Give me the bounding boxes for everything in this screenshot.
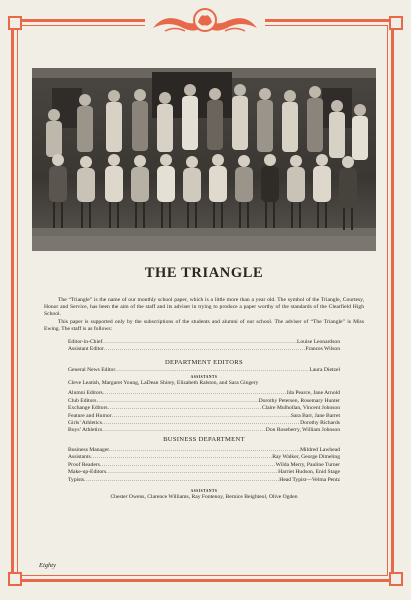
staff-role: Club Editors (68, 397, 97, 404)
page-number: Eighty (39, 562, 56, 569)
staff-row (32, 390, 376, 397)
staff-row (32, 427, 376, 434)
department-editors-heading: DEPARTMENT EDITORS (165, 358, 243, 366)
staff-names: Wilda Merry, Pauline Turner (275, 461, 340, 468)
staff-names: Claire Mulhollan, Vincent Johnson (261, 405, 340, 412)
staff-role: Proof Readers (68, 461, 100, 468)
border-corner-ornament (389, 572, 403, 586)
staff-names: Sara Barr, Jane Barret (290, 412, 340, 419)
intro-paragraph: The “Triangle” is the name of our monthly school paper, which is a little more than a year old. The symbol of the Triangle, Courtesy, Honor and Service, has been the aim of the staff and its adviser in trying to produce a paper worthy of the standards of the Clearfield High School. (44, 297, 364, 318)
leader-dots (108, 405, 262, 412)
crest-ornament-icon (145, 4, 265, 38)
staff-row (32, 413, 376, 420)
staff-row (32, 454, 376, 461)
border-corner-ornament (8, 16, 22, 30)
staff-names: Head Typist—Velma Pentz (279, 476, 340, 483)
intro-paragraphs (32, 297, 376, 333)
business-department-heading: BUSINESS DEPARTMENT (163, 435, 245, 443)
staff-role: General News Editor (68, 366, 116, 373)
assistants-label: ASSISTANTS (190, 488, 218, 493)
staff-role: Business Manager (68, 446, 110, 453)
staff-names: Ida Pearce, Jane Arnold (286, 390, 340, 397)
staff-role: Assistant Editor (68, 346, 104, 353)
staff-role: Exchange Editors (68, 405, 108, 412)
leader-dots (104, 346, 305, 353)
staff-names: Laura Dietzel (309, 366, 340, 373)
staff-role: Typists (68, 476, 85, 483)
leader-dots (102, 427, 266, 434)
staff-names: Don Roseberry, William Johnson (265, 427, 340, 434)
leader-dots (91, 454, 273, 461)
intro-paragraph: This paper is supported only by the subscriptions of the students and alumni of our school. The adviser of “The Triangle” is Miss Ewing. The staff is as follows: (44, 318, 364, 332)
staff-role: Make-up-Editors (68, 469, 107, 476)
staff-row (32, 367, 376, 374)
staff-group-photo (32, 68, 376, 251)
staff-role: Alumni Editors (68, 390, 103, 397)
staff-names: Dorothy Richards (300, 420, 340, 427)
staff-names: Harriet Hudson, Enid Stage (278, 469, 340, 476)
leader-dots (106, 469, 278, 476)
assistants-list: Chester Owens, Clarence Williams, Ray Fontenoy, Bernice Beighteol, Olive Ogden (110, 493, 298, 500)
assistants-label: ASSISTANTS (190, 375, 218, 380)
article-text (32, 261, 376, 501)
border-corner-ornament (8, 572, 22, 586)
leader-dots (84, 477, 279, 484)
leader-dots (115, 367, 309, 374)
staff-row (32, 420, 376, 427)
staff-role: Boys’ Athletics (68, 427, 103, 434)
leader-dots (109, 447, 300, 454)
staff-row (32, 339, 376, 346)
staff-names: Frances Wilson (305, 346, 340, 353)
leader-dots (102, 420, 300, 427)
assistants-list: Cleve Leatish, Margaret Young, LaDean Shirey, Elizabeth Ralston, and Sara Gingery (68, 380, 259, 387)
staff-row (32, 405, 376, 412)
staff-names: Dorothy Petersen, Rosemary Hunter (258, 397, 340, 404)
staff-names: Ray Walker, George Dimeling (272, 454, 340, 461)
page-title: THE TRIANGLE (144, 265, 264, 281)
staff-names: Louise Leonardson (296, 339, 340, 346)
staff-row (32, 398, 376, 405)
leader-dots (96, 398, 258, 405)
staff-row (32, 447, 376, 454)
staff-row (32, 477, 376, 484)
leader-dots (103, 390, 287, 397)
staff-role: Feature and Humor (68, 412, 112, 419)
leader-dots (102, 339, 297, 346)
staff-row (32, 469, 376, 476)
staff-row (32, 346, 376, 353)
staff-names: Mildred Lawhead (300, 446, 340, 453)
staff-role: Editor-in-Chief (68, 339, 103, 346)
staff-role: Girls’ Athletics (68, 420, 102, 427)
leader-dots (100, 462, 276, 469)
border-corner-ornament (389, 16, 403, 30)
staff-role: Assistants (68, 454, 91, 461)
leader-dots (112, 413, 291, 420)
staff-row (32, 462, 376, 469)
